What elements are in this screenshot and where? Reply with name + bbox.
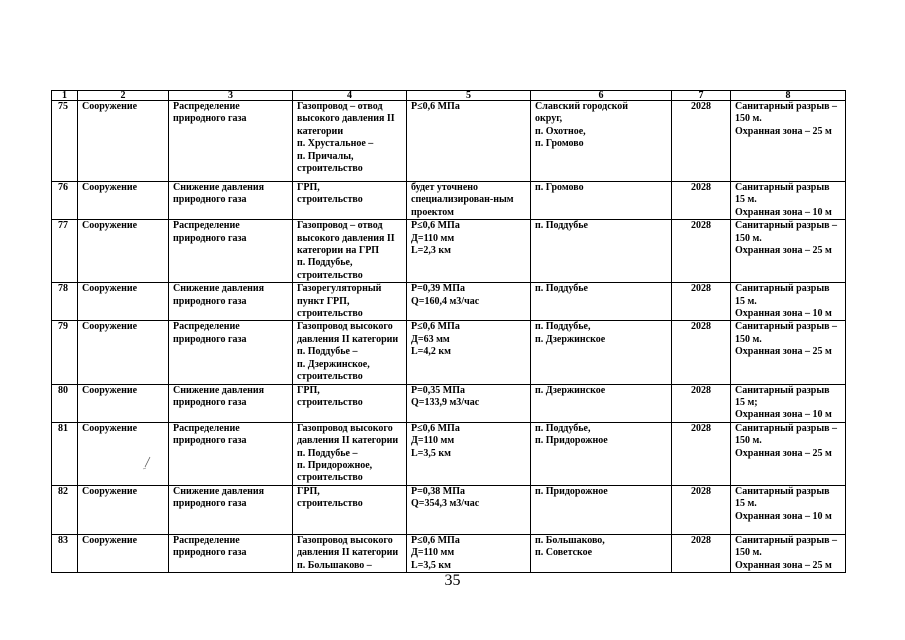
cell-location: п. Большаково, п. Советское: [531, 534, 672, 572]
header-row: [52, 91, 846, 101]
cell-num: 83: [52, 534, 78, 572]
cell-zone: Санитарный разрыв – 150 м. Охранная зона – 25 м: [731, 321, 846, 384]
column-header-8: 8: [731, 91, 846, 101]
table-body: [52, 101, 846, 573]
column-header-2: 2: [78, 91, 169, 101]
cell-year: 2028: [672, 101, 731, 182]
cell-object: Газопровод высокого давления II категории п. Большаково –: [293, 534, 407, 572]
cell-object: ГРП, строительство: [293, 485, 407, 534]
page-number: 35: [444, 572, 461, 589]
table-row: [52, 182, 846, 220]
cell-num: 75: [52, 101, 78, 182]
cell-type: Сооружение: [78, 283, 169, 321]
cell-location: п. Громово: [531, 182, 672, 220]
column-header-6: 6: [531, 91, 672, 101]
cell-year: 2028: [672, 485, 731, 534]
cell-zone: Санитарный разрыв 15 м; Охранная зона – 10 м: [731, 384, 846, 422]
cell-purpose: Распределение природного газа: [169, 220, 293, 283]
cell-year: 2028: [672, 422, 731, 485]
table-row: [52, 220, 846, 283]
cell-zone: Санитарный разрыв – 150 м. Охранная зона – 25 м: [731, 101, 846, 182]
table-row: [52, 283, 846, 321]
cell-location: п. Дзержинское: [531, 384, 672, 422]
cell-params: P=0,35 МПа Q=133,9 м3/час: [407, 384, 531, 422]
cell-num: 81: [52, 422, 78, 485]
cell-type: Сооружение: [78, 384, 169, 422]
cell-object: Газопровод высокого давления II категории п. Поддубье – п. Дзержинское, строительство: [293, 321, 407, 384]
cell-year: 2028: [672, 182, 731, 220]
cell-num: 78: [52, 283, 78, 321]
cell-zone: Санитарный разрыв – 150 м. Охранная зона – 25 м: [731, 534, 846, 572]
cell-object: ГРП, строительство: [293, 182, 407, 220]
cell-params: P=0,39 МПа Q=160,4 м3/час: [407, 283, 531, 321]
cell-object: Газопровод высокого давления II категории п. Поддубье – п. Придорожное, строительство: [293, 422, 407, 485]
cell-object: Газопровод – отвод высокого давления II категории п. Хрустальное – п. Причалы, строительство: [293, 101, 407, 182]
cell-num: 77: [52, 220, 78, 283]
column-header-5: 5: [407, 91, 531, 101]
cell-num: 80: [52, 384, 78, 422]
cell-purpose: Распределение природного газа: [169, 101, 293, 182]
cell-location: Славский городской округ, п. Охотное, п. Громово: [531, 101, 672, 182]
cell-purpose: Распределение природного газа: [169, 534, 293, 572]
cell-year: 2028: [672, 534, 731, 572]
cell-purpose: Снижение давления природного газа: [169, 485, 293, 534]
infrastructure-table: [51, 90, 846, 573]
cell-zone: Санитарный разрыв 15 м. Охранная зона – 10 м: [731, 485, 846, 534]
cell-year: 2028: [672, 220, 731, 283]
cell-location: п. Поддубье, п. Придорожное: [531, 422, 672, 485]
cell-location: п. Поддубье: [531, 220, 672, 283]
cell-params: P≤0,6 МПа Д=110 мм L=3,5 км: [407, 422, 531, 485]
cell-zone: Санитарный разрыв – 150 м. Охранная зона – 25 м: [731, 220, 846, 283]
table-row: [52, 422, 846, 485]
cell-zone: Санитарный разрыв – 150 м. Охранная зона – 25 м: [731, 422, 846, 485]
cell-purpose: Снижение давления природного газа: [169, 384, 293, 422]
cell-purpose: Снижение давления природного газа: [169, 283, 293, 321]
table-row: [52, 384, 846, 422]
cell-params: будет уточнено специализирован-ным проектом: [407, 182, 531, 220]
column-header-3: 3: [169, 91, 293, 101]
cell-purpose: Распределение природного газа: [169, 422, 293, 485]
cell-params: P=0,38 МПа Q=354,3 м3/час: [407, 485, 531, 534]
cell-zone: Санитарный разрыв 15 м. Охранная зона – 10 м: [731, 182, 846, 220]
cell-object: ГРП, строительство: [293, 384, 407, 422]
table-row: [52, 485, 846, 534]
cell-type: Сооружение: [78, 485, 169, 534]
cell-num: 76: [52, 182, 78, 220]
cell-purpose: Снижение давления природного газа: [169, 182, 293, 220]
cell-object: Газопровод – отвод высокого давления II категории на ГРП п. Поддубье, строительство: [293, 220, 407, 283]
column-header-7: 7: [672, 91, 731, 101]
cell-location: п. Придорожное: [531, 485, 672, 534]
cell-params: P≤0,6 МПа: [407, 101, 531, 182]
column-header-4: 4: [293, 91, 407, 101]
cell-params: P≤0,6 МПа Д=110 мм L=2,3 км: [407, 220, 531, 283]
cell-type: Сооружение: [78, 321, 169, 384]
cell-num: 79: [52, 321, 78, 384]
cell-type: Сооружение: [78, 422, 169, 485]
cell-year: 2028: [672, 384, 731, 422]
cell-object: Газорегуляторный пункт ГРП, строительство: [293, 283, 407, 321]
cell-type: Сооружение: [78, 220, 169, 283]
table-row: [52, 534, 846, 572]
pen-mark: [142, 456, 152, 470]
table-row: [52, 321, 846, 384]
cell-zone: Санитарный разрыв 15 м. Охранная зона – 10 м: [731, 283, 846, 321]
table-row: [52, 101, 846, 182]
cell-year: 2028: [672, 321, 731, 384]
cell-params: P≤0,6 МПа Д=63 мм L=4,2 км: [407, 321, 531, 384]
column-header-1: 1: [52, 91, 78, 101]
cell-location: п. Поддубье: [531, 283, 672, 321]
cell-type: Сооружение: [78, 101, 169, 182]
cell-location: п. Поддубье, п. Дзержинское: [531, 321, 672, 384]
cell-num: 82: [52, 485, 78, 534]
cell-type: Сооружение: [78, 534, 169, 572]
cell-year: 2028: [672, 283, 731, 321]
cell-purpose: Распределение природного газа: [169, 321, 293, 384]
cell-params: P≤0,6 МПа Д=110 мм L=3,5 км: [407, 534, 531, 572]
cell-type: Сооружение: [78, 182, 169, 220]
